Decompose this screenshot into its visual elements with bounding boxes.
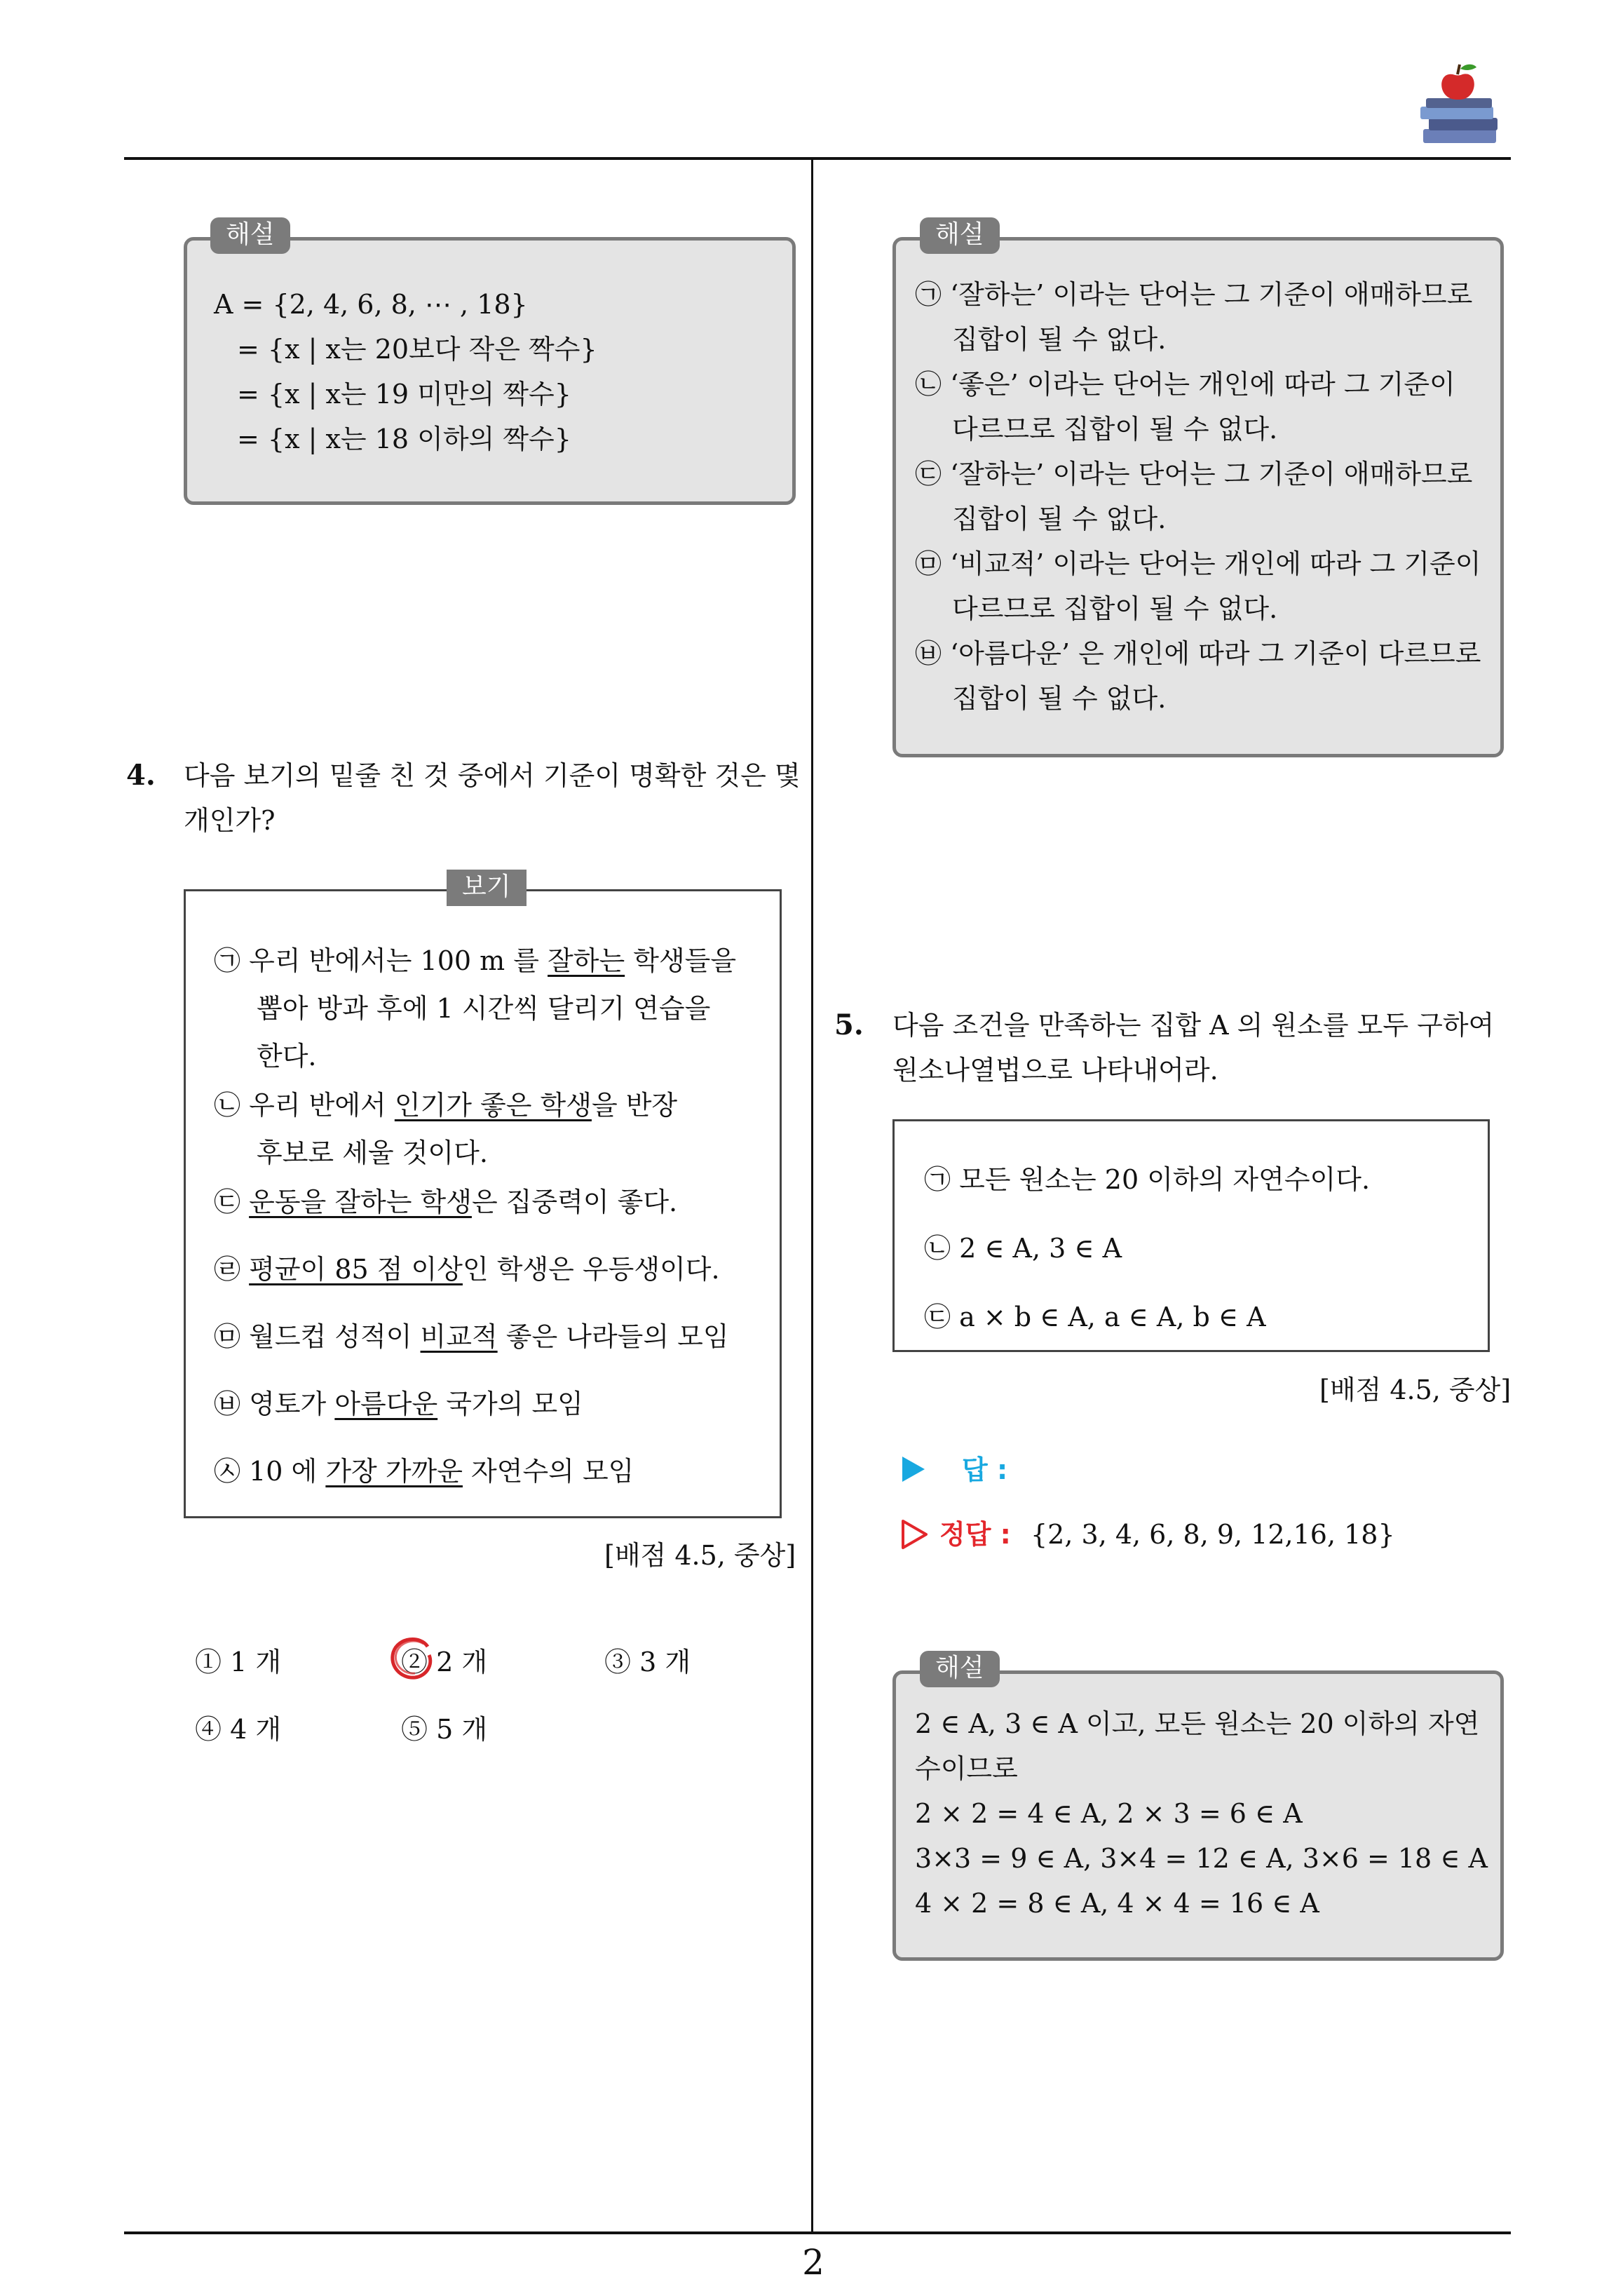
underlined-term: 비교적: [420, 1321, 498, 1352]
solution-tag: 해설: [920, 217, 1000, 254]
solution-line: ㉥ ‘아름다운’ 은 개인에 따라 그 기준이 다르므로: [915, 638, 1481, 669]
item-mark: ㉢: [214, 1187, 241, 1217]
solution-line: 다르므로 집합이 될 수 없다.: [952, 414, 1278, 445]
underlined-term: 아름다운: [334, 1389, 438, 1419]
answer-input[interactable]: [1031, 1450, 1479, 1488]
item-mark: ㉤: [214, 1321, 241, 1352]
score-label: [배점 4.5, 중상]: [1319, 1375, 1512, 1405]
solution-line: 4 × 2 = 8 ∈ A, 4 × 4 = 16 ∈ A: [915, 1888, 1319, 1919]
example-tag: 보기: [447, 870, 527, 906]
solution-tag: 해설: [210, 217, 290, 254]
underlined-term: 인기가 좋은 학생: [394, 1090, 592, 1121]
correct-label: 정답 :: [939, 1519, 1011, 1550]
example-item: ㉦ 10 에 가장 가까운 자연수의 모임: [214, 1456, 634, 1487]
footer-rule: [124, 2231, 1511, 2234]
underlined-term: 평균이 85 점 이상: [249, 1254, 463, 1285]
solution-line: 집합이 될 수 없다.: [952, 504, 1167, 534]
choice-1[interactable]: ① 1 개: [195, 1647, 282, 1677]
condition-item: ㉡ 2 ∈ A, 3 ∈ A: [924, 1233, 1122, 1264]
item-mark: ㉣: [214, 1254, 241, 1285]
solution-line: ㉡ ‘좋은’ 이라는 단어는 개인에 따라 그 기준이: [915, 369, 1455, 400]
example-item: ㉤ 월드컵 성적이 비교적 좋은 나라들의 모임: [214, 1321, 729, 1352]
question-text: 개인가?: [184, 805, 276, 836]
apple-books-icon: [1416, 62, 1507, 149]
solution-line: 집합이 될 수 없다.: [952, 683, 1167, 714]
outline-triangle-icon: [901, 1519, 929, 1550]
answer-label: 답 :: [962, 1454, 1008, 1485]
example-item: ㉢ 운동을 잘하는 학생은 집중력이 좋다.: [214, 1187, 678, 1217]
column-divider: [811, 157, 813, 2233]
question-text: 다음 조건을 만족하는 집합 A 의 원소를 모두 구하여: [892, 1010, 1495, 1041]
solution-line: 수이므로: [915, 1753, 1018, 1784]
condition-item: ㉠ 모든 원소는 20 이하의 자연수이다.: [924, 1164, 1371, 1195]
question-text: 원소나열법으로 나타내어라.: [892, 1055, 1218, 1086]
item-mark: ㉦: [214, 1456, 241, 1487]
example-item: ㉣ 평균이 85 점 이상인 학생은 우등생이다.: [214, 1254, 720, 1285]
selected-answer-mark: [387, 1634, 436, 1683]
solution-panel-left: [184, 237, 796, 505]
solution-line: A = {2, 4, 6, 8, ⋯ , 18}: [214, 289, 528, 320]
solution-line: ㉠ ‘잘하는’ 이라는 단어는 그 기준이 애매하므로: [915, 279, 1473, 310]
solution-line: 2 ∈ A, 3 ∈ A 이고, 모든 원소는 20 이하의 자연: [915, 1708, 1480, 1739]
example-item: ㉡ 우리 반에서 인기가 좋은 학생을 반장: [214, 1090, 678, 1121]
solution-line: = {x | x는 19 미만의 짝수}: [237, 379, 571, 410]
choice-5[interactable]: ⑤ 5 개: [401, 1714, 488, 1745]
underlined-term: 잘하는: [548, 945, 625, 976]
solution-line: ㉤ ‘비교적’ 이라는 단어는 개인에 따라 그 기준이: [915, 548, 1481, 579]
choice-4[interactable]: ④ 4 개: [195, 1714, 282, 1745]
solution-line: 3×3 = 9 ∈ A, 3×4 = 12 ∈ A, 3×6 = 18 ∈ A: [915, 1843, 1488, 1874]
question-number: 4.: [126, 759, 156, 792]
solution-tag: 해설: [920, 1651, 1000, 1687]
condition-item: ㉢ a × b ∈ A, a ∈ A, b ∈ A: [924, 1302, 1266, 1332]
example-item-cont: 한다.: [257, 1041, 317, 1072]
question-number: 5.: [834, 1008, 864, 1041]
underlined-term: 가장 가까운: [325, 1456, 463, 1487]
choice-2[interactable]: ② 2 개: [401, 1647, 488, 1677]
solution-line: = {x | x는 20보다 작은 짝수}: [237, 334, 597, 365]
solution-panel-right: [892, 237, 1504, 757]
header-rule: [124, 157, 1511, 160]
question-text: 다음 보기의 밑줄 친 것 중에서 기준이 명확한 것은 몇: [184, 760, 801, 791]
example-item-cont: 후보로 세울 것이다.: [257, 1137, 488, 1168]
solution-line: = {x | x는 18 이하의 짝수}: [237, 424, 571, 454]
item-mark: ㉠: [214, 945, 241, 976]
example-item: ㉠ 우리 반에서는 100 m 를 잘하는 학생들을: [214, 945, 737, 976]
header-logo: [1416, 62, 1507, 149]
example-item-cont: 뽑아 방과 후에 1 시간씩 달리기 연습을: [257, 993, 711, 1024]
play-triangle-icon: [901, 1455, 926, 1483]
choice-3[interactable]: ③ 3 개: [604, 1647, 691, 1677]
solution-line: 다르므로 집합이 될 수 없다.: [952, 593, 1278, 624]
score-label: [배점 4.5, 중상]: [604, 1540, 796, 1571]
underlined-term: 운동을 잘하는 학생: [249, 1187, 472, 1217]
solution-line: 2 × 2 = 4 ∈ A, 2 × 3 = 6 ∈ A: [915, 1798, 1303, 1829]
correct-answer-value: {2, 3, 4, 6, 8, 9, 12,16, 18}: [1031, 1519, 1395, 1550]
item-mark: ㉡: [214, 1090, 241, 1121]
example-item: ㉥ 영토가 아름다운 국가의 모임: [214, 1389, 583, 1419]
item-mark: ㉥: [214, 1389, 241, 1419]
solution-line: ㉢ ‘잘하는’ 이라는 단어는 그 기준이 애매하므로: [915, 459, 1473, 489]
solution-line: 집합이 될 수 없다.: [952, 324, 1167, 355]
page-number: 2: [802, 2242, 824, 2283]
